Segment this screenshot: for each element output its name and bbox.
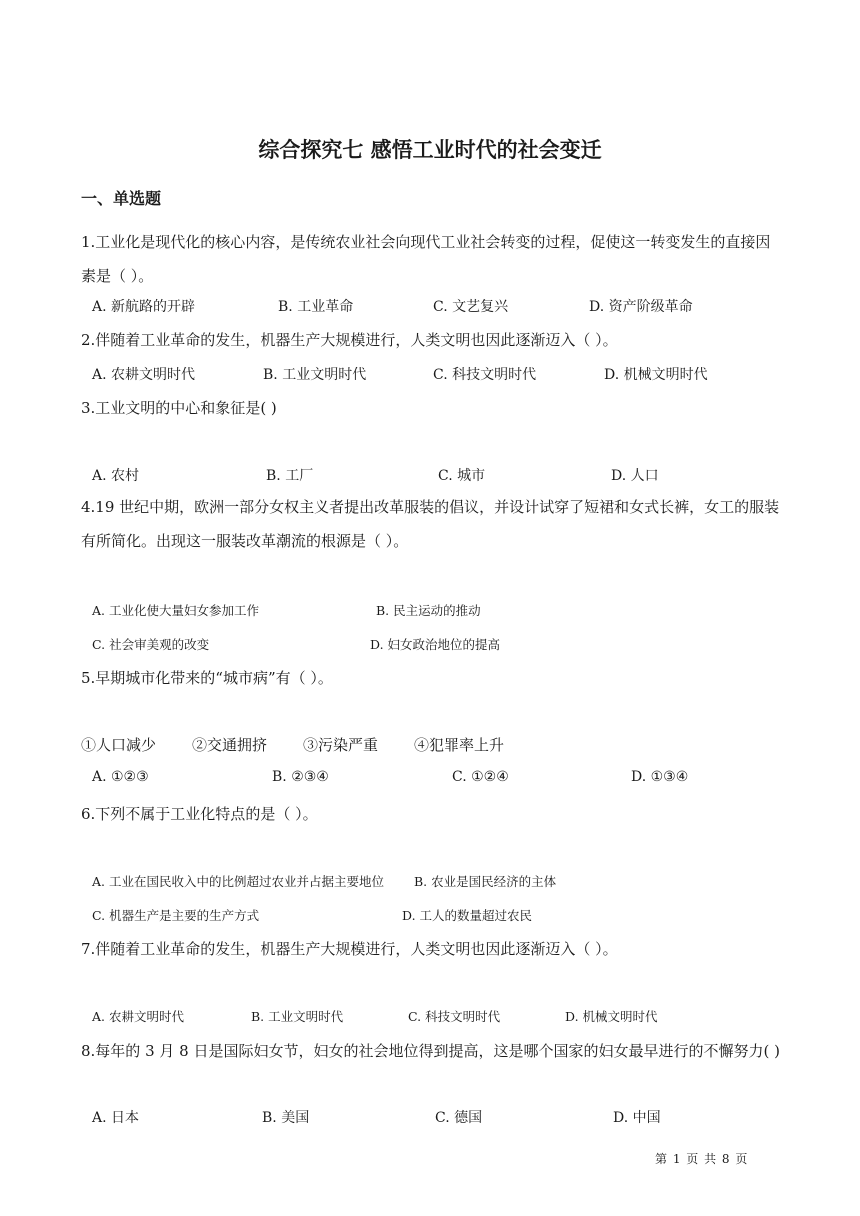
section-heading: 一、单选题: [81, 189, 162, 208]
question-5-stem: 5.早期城市化带来的“城市病”有（ ）。: [81, 669, 333, 687]
q8-option-d[interactable]: D. 中国: [613, 1110, 661, 1126]
q7-option-a[interactable]: A. 农耕文明时代: [92, 1009, 184, 1024]
question-1-stem: 1.工业化是现代化的核心内容，是传统农业社会向现代工业社会转变的过程，促使这一转变发生的直接因素是（ ）。: [81, 233, 771, 285]
q5-item-3: ③污染严重: [303, 736, 379, 754]
q6-option-b[interactable]: B. 农业是国民经济的主体: [414, 874, 557, 889]
q4-option-a[interactable]: A. 工业化使大量妇女参加工作: [92, 603, 259, 618]
q5-option-d[interactable]: D. ①③④: [631, 769, 689, 785]
question-4-stem: 4.19 世纪中期，欧洲一部分女权主义者提出改革服装的倡议，并设计试穿了短裙和女式长裤，女工的服装有所简化。出现这一服装改革潮流的根源是（ ）。: [81, 498, 780, 550]
q2-option-a[interactable]: A. 农耕文明时代: [92, 367, 196, 383]
q2-option-b[interactable]: B. 工业文明时代: [263, 367, 367, 383]
q8-option-c[interactable]: C. 德国: [435, 1110, 483, 1126]
q3-option-d[interactable]: D. 人口: [611, 468, 659, 484]
question-8-stem: 8.每年的 3 月 8 日是国际妇女节，妇女的社会地位得到提高，这是哪个国家的妇女最早进行的不懈努力( ): [81, 1042, 780, 1060]
q8-option-a[interactable]: A. 日本: [92, 1110, 140, 1126]
question-3-stem: 3.工业文明的中心和象征是( ): [81, 399, 277, 417]
q7-option-d[interactable]: D. 机械文明时代: [565, 1009, 658, 1024]
q5-item-2: ②交通拥挤: [192, 736, 268, 754]
q8-option-b[interactable]: B. 美国: [262, 1110, 310, 1126]
q1-option-b[interactable]: B. 工业革命: [278, 299, 354, 315]
q5-option-a[interactable]: A. ①②③: [92, 769, 149, 785]
q5-item-4: ④犯罪率上升: [414, 736, 505, 754]
q4-option-d[interactable]: D. 妇女政治地位的提高: [370, 637, 501, 652]
q7-option-b[interactable]: B. 工业文明时代: [251, 1009, 344, 1024]
q5-item-1: ①人口减少: [81, 736, 157, 754]
q3-option-a[interactable]: A. 农村: [92, 468, 140, 484]
page-footer: 第 1 页 共 8 页: [655, 1152, 749, 1166]
q7-option-c[interactable]: C. 科技文明时代: [408, 1009, 501, 1024]
question-7-stem: 7.伴随着工业革命的发生，机器生产大规模进行，人类文明也因此逐渐迈入（ ）。: [81, 940, 618, 958]
page-title: 综合探究七 感悟工业时代的社会变迁: [258, 138, 602, 162]
q4-option-c[interactable]: C. 社会审美观的改变: [92, 637, 210, 652]
q1-option-d[interactable]: D. 资产阶级革命: [589, 299, 693, 315]
question-6-stem: 6.下列不属于工业化特点的是（ ）。: [81, 805, 318, 823]
q1-option-a[interactable]: A. 新航路的开辟: [92, 299, 196, 315]
q6-option-d[interactable]: D. 工人的数量超过农民: [402, 908, 533, 923]
q5-option-c[interactable]: C. ①②④: [452, 769, 509, 785]
question-2-stem: 2.伴随着工业革命的发生，机器生产大规模进行，人类文明也因此逐渐迈入（ ）。: [81, 331, 618, 349]
q1-option-c[interactable]: C. 文艺复兴: [433, 299, 509, 315]
q2-option-c[interactable]: C. 科技文明时代: [433, 367, 537, 383]
q2-option-d[interactable]: D. 机械文明时代: [604, 367, 708, 383]
q3-option-b[interactable]: B. 工厂: [266, 468, 314, 484]
q6-option-a[interactable]: A. 工业在国民收入中的比例超过农业并占据主要地位: [92, 874, 384, 889]
q4-option-b[interactable]: B. 民主运动的推动: [376, 603, 481, 618]
q6-option-c[interactable]: C. 机器生产是主要的生产方式: [92, 908, 260, 923]
q5-option-b[interactable]: B. ②③④: [272, 769, 329, 785]
q3-option-c[interactable]: C. 城市: [438, 468, 486, 484]
